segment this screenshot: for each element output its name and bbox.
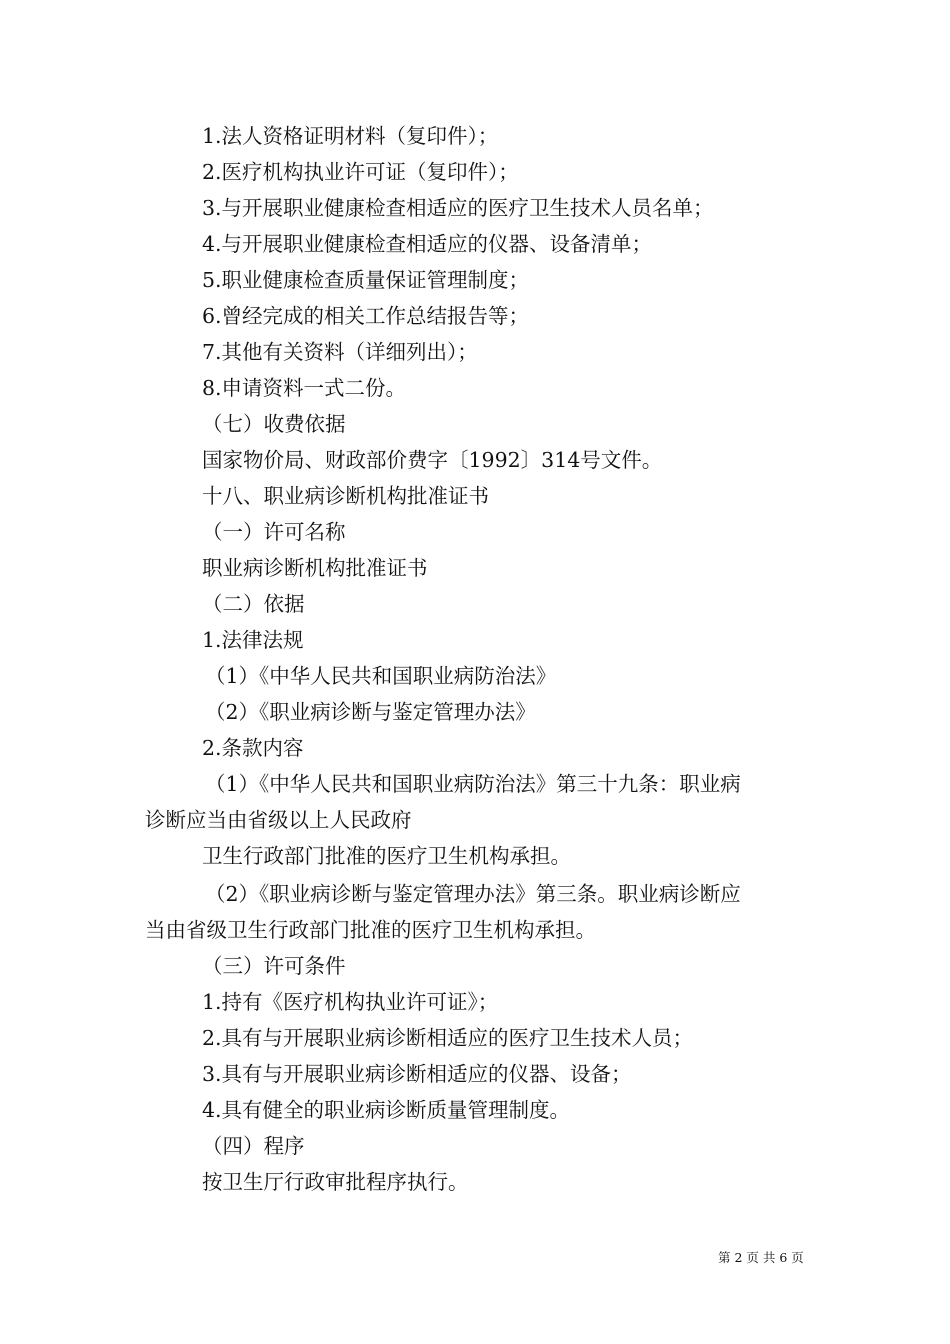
- text-line-fee-basis: 国家物价局、财政部价费字〔1992〕314号文件。: [202, 448, 663, 472]
- text-line-permit-name: 职业病诊断机构批准证书: [202, 556, 428, 580]
- text-line-2: 2.医疗机构执业许可证（复印件）；: [202, 160, 519, 184]
- text-line-clauses: 2.条款内容: [202, 736, 304, 760]
- section-heading-permit-name: （一）许可名称: [202, 520, 346, 544]
- section-heading-basis: （二）依据: [202, 592, 305, 616]
- text-line-procedure: 按卫生厅行政审批程序执行。: [202, 1170, 469, 1194]
- text-line-condition-1: 1.持有《医疗机构执业许可证》；: [202, 990, 499, 1014]
- clause-paragraph-2: [145, 876, 810, 948]
- text-line-condition-3: 3.具有与开展职业病诊断相适应的仪器、设备；: [202, 1062, 632, 1086]
- clause-1-first-line: （1）《中华人民共和国职业病防治法》第三十九条：职业病: [205, 772, 741, 796]
- section-heading-conditions: （三）许可条件: [202, 954, 346, 978]
- text-line-4: 4.与开展职业健康检查相适应的仪器、设备清单；: [202, 232, 653, 256]
- text-line-law-2: （2）《职业病诊断与鉴定管理办法》: [205, 700, 536, 724]
- text-line-6: 6.曾经完成的相关工作总结报告等；: [202, 304, 530, 328]
- text-line-laws: 1.法律法规: [202, 628, 304, 652]
- text-line-clause-1-end: 卫生行政部门批准的医疗卫生机构承担。: [202, 844, 571, 868]
- clause-2-continuation: 当由省级卫生行政部门批准的医疗卫生机构承担。: [145, 918, 596, 942]
- text-line-law-1: （1）《中华人民共和国职业病防治法》: [205, 664, 557, 688]
- text-line-8: 8.申请资料一式二份。: [202, 376, 407, 400]
- text-line-3: 3.与开展职业健康检查相适应的医疗卫生技术人员名单；: [202, 196, 714, 220]
- text-line-condition-2: 2.具有与开展职业病诊断相适应的医疗卫生技术人员；: [202, 1026, 694, 1050]
- clause-1-continuation: 诊断应当由省级以上人民政府: [145, 808, 412, 832]
- section-heading-procedure: （四）程序: [202, 1134, 305, 1158]
- text-line-7: 7.其他有关资料（详细列出）；: [202, 340, 478, 364]
- chapter-heading: 十八、职业病诊断机构批准证书: [202, 484, 489, 508]
- clause-2-first-line: （2）《职业病诊断与鉴定管理办法》第三条。职业病诊断应: [205, 882, 741, 906]
- text-line-1: 1.法人资格证明材料（复印件）；: [202, 124, 499, 148]
- text-line-5: 5.职业健康检查质量保证管理制度；: [202, 268, 530, 292]
- clause-paragraph-1: [145, 766, 810, 838]
- page-number-footer: 第 2 页 共 6 页: [718, 1250, 804, 1265]
- text-line-condition-4: 4.具有健全的职业病诊断质量管理制度。: [202, 1098, 571, 1122]
- section-heading-fee-basis: （七）收费依据: [202, 412, 346, 436]
